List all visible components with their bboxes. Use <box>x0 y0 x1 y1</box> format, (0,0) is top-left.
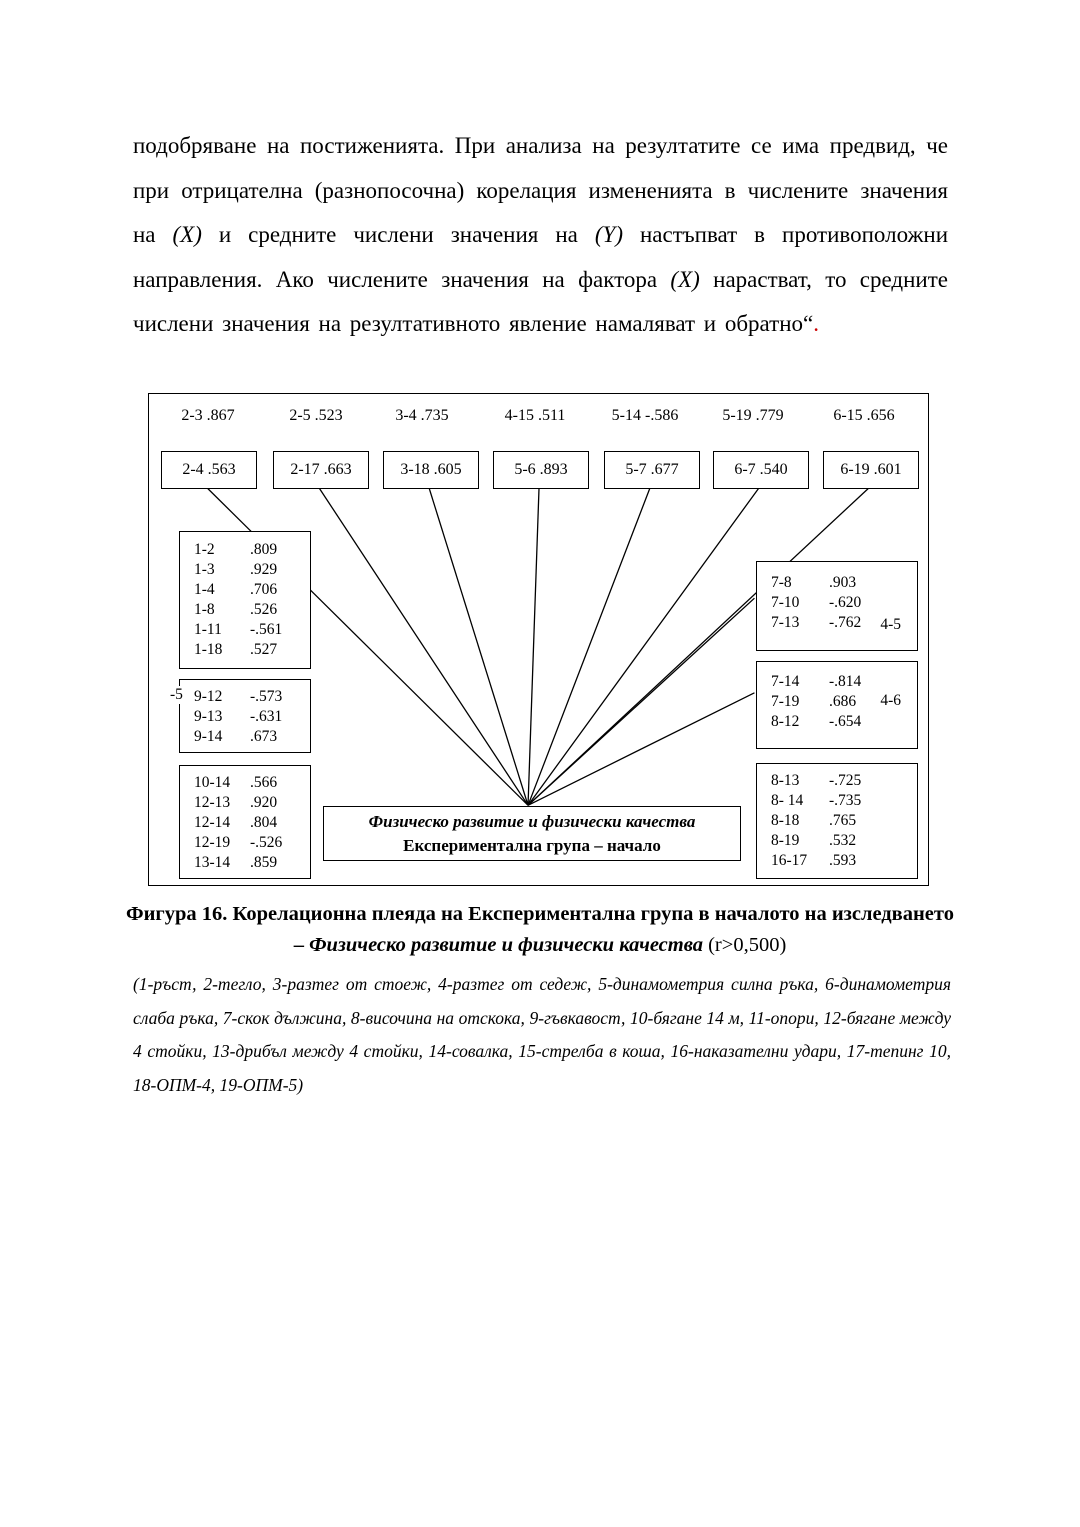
corr-row <box>757 672 917 692</box>
corr-pair: 10-14 <box>194 774 231 791</box>
corr-row <box>180 560 310 580</box>
corr-label: 3-4 .735 <box>395 407 449 424</box>
variable-x-1: (X) <box>172 222 202 247</box>
stray-text-fragment: -5 <box>170 686 183 703</box>
corr-value: .903 <box>829 574 857 591</box>
corr-value: .532 <box>829 832 857 849</box>
corr-label: 6-15 .656 <box>833 407 895 424</box>
corr-value: -.620 <box>829 594 862 611</box>
corr-box <box>493 451 589 489</box>
corr-pair: 12-19 <box>194 834 231 851</box>
corr-value: .920 <box>250 794 278 811</box>
corr-pair: 12-14 <box>194 814 231 831</box>
corr-value: .686 <box>829 693 857 710</box>
corr-row <box>180 580 310 600</box>
corr-row <box>180 853 310 873</box>
corr-value: -.762 <box>829 614 862 631</box>
corr-box-label: 2-4 .563 <box>182 461 236 478</box>
corr-box <box>713 451 809 489</box>
central-node-title: Физическо развитие и физически качества <box>368 811 696 831</box>
caption-threshold: (r>0,500) <box>702 934 787 956</box>
corr-value: -.561 <box>250 621 283 638</box>
corr-box-label: 5-6 .893 <box>514 461 568 478</box>
corr-value: -.814 <box>829 673 862 690</box>
corr-box <box>604 451 700 489</box>
corr-row <box>757 593 917 613</box>
corr-label: 5-19 .779 <box>722 407 784 424</box>
corr-box-label: 2-17 .663 <box>290 461 352 478</box>
paragraph-segment-2: и средните числени значения на <box>201 222 595 247</box>
corr-value: .929 <box>250 561 278 578</box>
corr-box-label: 5-7 .677 <box>625 461 679 478</box>
corr-value: .804 <box>250 814 278 831</box>
corr-value: .527 <box>250 641 278 658</box>
corr-group-box-4 <box>756 561 918 651</box>
corr-box <box>161 451 257 489</box>
corr-pair: 1-18 <box>194 641 223 658</box>
caption-text: Фигура 16. Корелационна плеяда на Експериментална група в началото на изследването – <box>126 903 954 956</box>
central-node-subtitle: Експериментална група – начало <box>403 835 661 855</box>
corr-row <box>757 851 917 871</box>
figure-caption <box>120 899 960 961</box>
corr-row <box>757 811 917 831</box>
corr-pair: 9-12 <box>194 688 223 705</box>
corr-row <box>180 640 310 660</box>
corr-pair: 1-4 <box>194 581 215 598</box>
corr-pair: 7-19 <box>771 693 800 710</box>
caption-italic-text: Физическо развитие и физически качества <box>309 934 703 956</box>
corr-row <box>180 833 310 853</box>
corr-row <box>180 707 310 727</box>
corr-ref-label: 4-5 <box>880 616 901 633</box>
corr-row <box>180 793 310 813</box>
body-paragraph <box>133 124 948 347</box>
corr-value: .765 <box>829 812 857 829</box>
paragraph-segment-4: нарастват, то средните числени значения на резултативното явление намаляват и обратно“ <box>133 266 949 336</box>
corr-value: .859 <box>250 854 278 871</box>
variable-x-2: (X) <box>670 266 700 292</box>
corr-label: 4-15 .511 <box>504 407 566 424</box>
corr-value: .526 <box>250 601 278 618</box>
corr-row <box>757 791 917 811</box>
corr-label: 2-3 .867 <box>181 407 235 424</box>
corr-row <box>180 773 310 793</box>
corr-box <box>273 451 369 489</box>
corr-pair: 1-2 <box>194 541 215 558</box>
variable-y: (Y) <box>594 222 623 247</box>
corr-value: -.526 <box>250 834 283 851</box>
corr-value: .809 <box>250 541 278 558</box>
corr-row <box>180 727 310 747</box>
figure-legend: (1-ръст, 2-тегло, 3-разтег от стоеж, 4-разтег от седеж, 5-динамометрия силна ръка, 6-динамометрия слаба ръка, 7-скок дължина, 8-височина на отскока, 9-гъвкавост, 10-бягане 14 м, 11-опори, 12-бягане между 4 стойки, 13-дрибъл между 4 стойки, 14-совалка, 15-стрелба в коша, 16-наказателни удари, 17-тепинг 10, 18-ОПМ-4, 19-ОПМ-5) <box>133 974 951 1095</box>
corr-pair: 8-12 <box>771 713 800 730</box>
corr-value: .566 <box>250 774 278 791</box>
corr-pair: 9-14 <box>194 728 223 745</box>
corr-value: -.735 <box>829 792 862 809</box>
corr-row <box>180 540 310 560</box>
corr-pair: 7-8 <box>771 574 792 591</box>
paragraph-segment-1: подобряване на постиженията. При анализа на резултатите се има предвид, че при отрицателна (разнопосочна) корелация измененията в числените значения на <box>133 133 948 247</box>
corr-pair: 9-13 <box>194 708 223 725</box>
corr-row <box>757 573 917 593</box>
central-node-box <box>323 806 741 861</box>
corr-value: .673 <box>250 728 278 745</box>
corr-box-label: 6-19 .601 <box>840 461 902 478</box>
corr-pair: 13-14 <box>194 854 231 871</box>
corr-row <box>180 687 310 707</box>
corr-ref-label: 4-6 <box>880 692 901 709</box>
corr-pair: 12-13 <box>194 794 231 811</box>
corr-pair: 7-13 <box>771 614 800 631</box>
corr-pair: 7-14 <box>771 673 800 690</box>
corr-value: -.725 <box>829 772 862 789</box>
corr-pair: 8-19 <box>771 832 800 849</box>
corr-pair: 8-18 <box>771 812 800 829</box>
corr-label: 5-14 -.586 <box>611 407 679 424</box>
corr-row <box>180 813 310 833</box>
corr-box-label: 3-18 .605 <box>400 461 462 478</box>
red-period: . <box>813 311 819 336</box>
corr-group-box-6 <box>756 763 918 879</box>
corr-row <box>180 600 310 620</box>
corr-pair: 8-13 <box>771 772 800 789</box>
corr-group-box-3 <box>179 765 311 879</box>
corr-value: -.631 <box>250 708 283 725</box>
corr-group-box-1 <box>179 531 311 669</box>
corr-group-box-2 <box>179 679 311 753</box>
corr-value: -.573 <box>250 688 283 705</box>
corr-row <box>757 712 917 732</box>
corr-box <box>383 451 479 489</box>
corr-value: -.654 <box>829 713 862 730</box>
corr-row <box>757 771 917 791</box>
corr-pair: 16-17 <box>771 852 808 869</box>
corr-pair: 1-8 <box>194 601 215 618</box>
correlation-pleiad-figure <box>148 393 929 886</box>
corr-pair: 1-3 <box>194 561 215 578</box>
corr-box <box>823 451 919 489</box>
corr-pair: 8- 14 <box>771 792 804 809</box>
corr-value: .706 <box>250 581 278 598</box>
corr-row <box>180 620 310 640</box>
corr-row <box>757 831 917 851</box>
corr-box-label: 6-7 .540 <box>734 461 788 478</box>
corr-value: .593 <box>829 852 857 869</box>
corr-group-box-5 <box>756 661 918 749</box>
paragraph-segment-3: настъпват в противоположни направления. Ако числените значения на фактора <box>133 222 949 292</box>
corr-pair: 7-10 <box>771 594 800 611</box>
corr-label: 2-5 .523 <box>289 407 343 424</box>
corr-pair: 1-11 <box>194 621 222 638</box>
